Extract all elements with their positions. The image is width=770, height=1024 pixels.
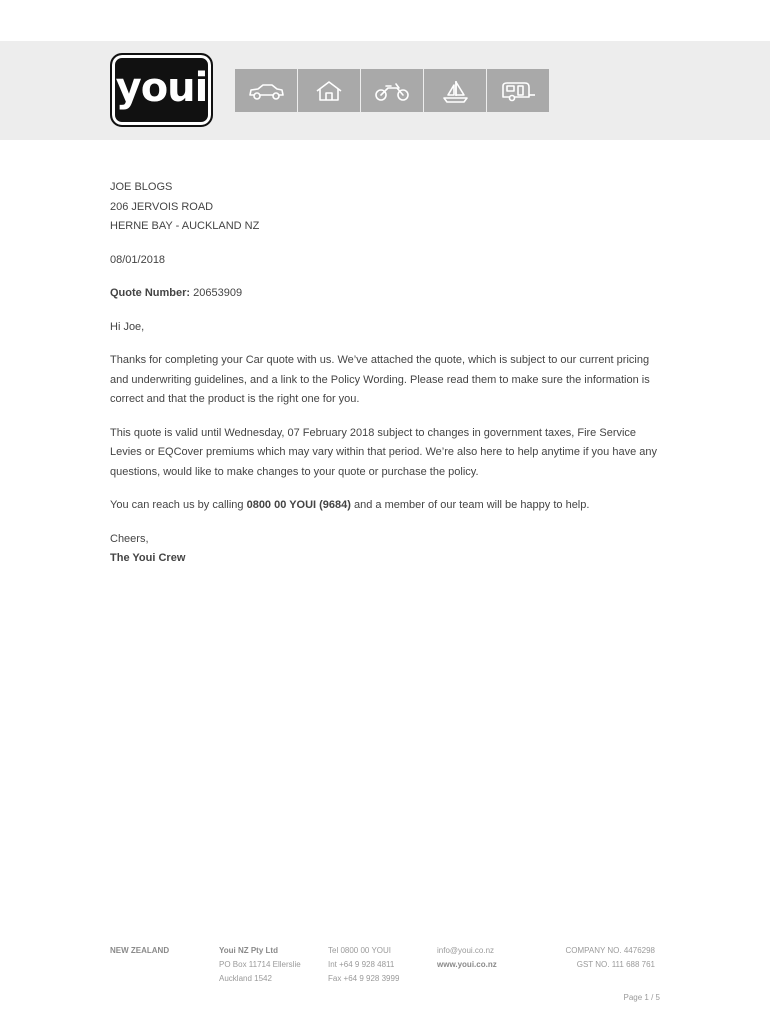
footer-country: NEW ZEALAND (110, 946, 170, 955)
letter-body (110, 178, 670, 569)
footer-int: Int +64 9 928 4811 (328, 960, 395, 969)
contact-phone: 0800 00 YOUI (9684) (246, 499, 351, 511)
home-icon (298, 69, 360, 112)
address-street: 206 JERVOIS ROAD (110, 200, 214, 213)
caravan-icon (487, 69, 549, 112)
logo-text: youi (115, 65, 208, 111)
motorcycle-icon (361, 69, 423, 112)
footer-tel: Tel 0800 00 YOUI (328, 946, 392, 955)
signoff: Cheers, (110, 532, 149, 545)
quote-number-value: 20653909 (193, 287, 243, 299)
paragraph-intro: Thanks for completing your Car quote with us. We’ve attached the quote, which is subject to our current pricing and underwriting guidelines, and a link to the Policy Wording. Please read them to make sure the information is correct and that the product is the right one for you. (110, 354, 650, 405)
footer-phone-col (328, 944, 399, 986)
product-icon-bar (235, 69, 549, 112)
footer-web-link[interactable]: www.youi.co.nz (437, 960, 497, 969)
footer-company-col (219, 944, 301, 986)
quote-number-label: Quote Number: (110, 287, 191, 299)
footer-email-link[interactable]: info@youi.co.nz (437, 946, 495, 955)
footer-company: Youi NZ Pty Ltd (219, 946, 278, 955)
youi-logo (110, 53, 213, 127)
quote-number-line (110, 284, 670, 304)
signature: The Youi Crew (110, 552, 186, 564)
footer-web-col (437, 944, 497, 972)
contact-text-post: and a member of our team will be happy to help. (354, 499, 590, 511)
footer-city: Auckland 1542 (219, 974, 272, 983)
footer-po-box: PO Box 11714 Ellerslie (219, 960, 301, 969)
footer-company-no: COMPANY NO. 4476298 (565, 946, 655, 955)
letter-date: 08/01/2018 (110, 253, 166, 266)
paragraph-contact (110, 496, 670, 516)
address-name: JOE BLOGS (110, 181, 173, 193)
car-icon (235, 69, 297, 112)
footer-registration-col (565, 944, 655, 972)
footer-fax: Fax +64 9 928 3999 (328, 974, 400, 983)
page-number: Page 1 / 5 (623, 993, 660, 1002)
greeting: Hi Joe, (110, 320, 145, 333)
contact-text-pre: You can reach us by calling (110, 499, 244, 511)
footer-country-col (110, 944, 169, 958)
boat-icon (424, 69, 486, 112)
paragraph-validity: This quote is valid until Wednesday, 07 February 2018 subject to changes in government taxes, Fire Service Levies or EQCover premiums which may vary within that period. We’re also here to help anytime if you have any questions, would like to make changes to your quote or purchase the policy. (110, 426, 657, 478)
address-suburb: HERNE BAY - AUCKLAND NZ (110, 220, 260, 232)
footer-gst-no: GST NO. 111 688 761 (576, 960, 655, 969)
